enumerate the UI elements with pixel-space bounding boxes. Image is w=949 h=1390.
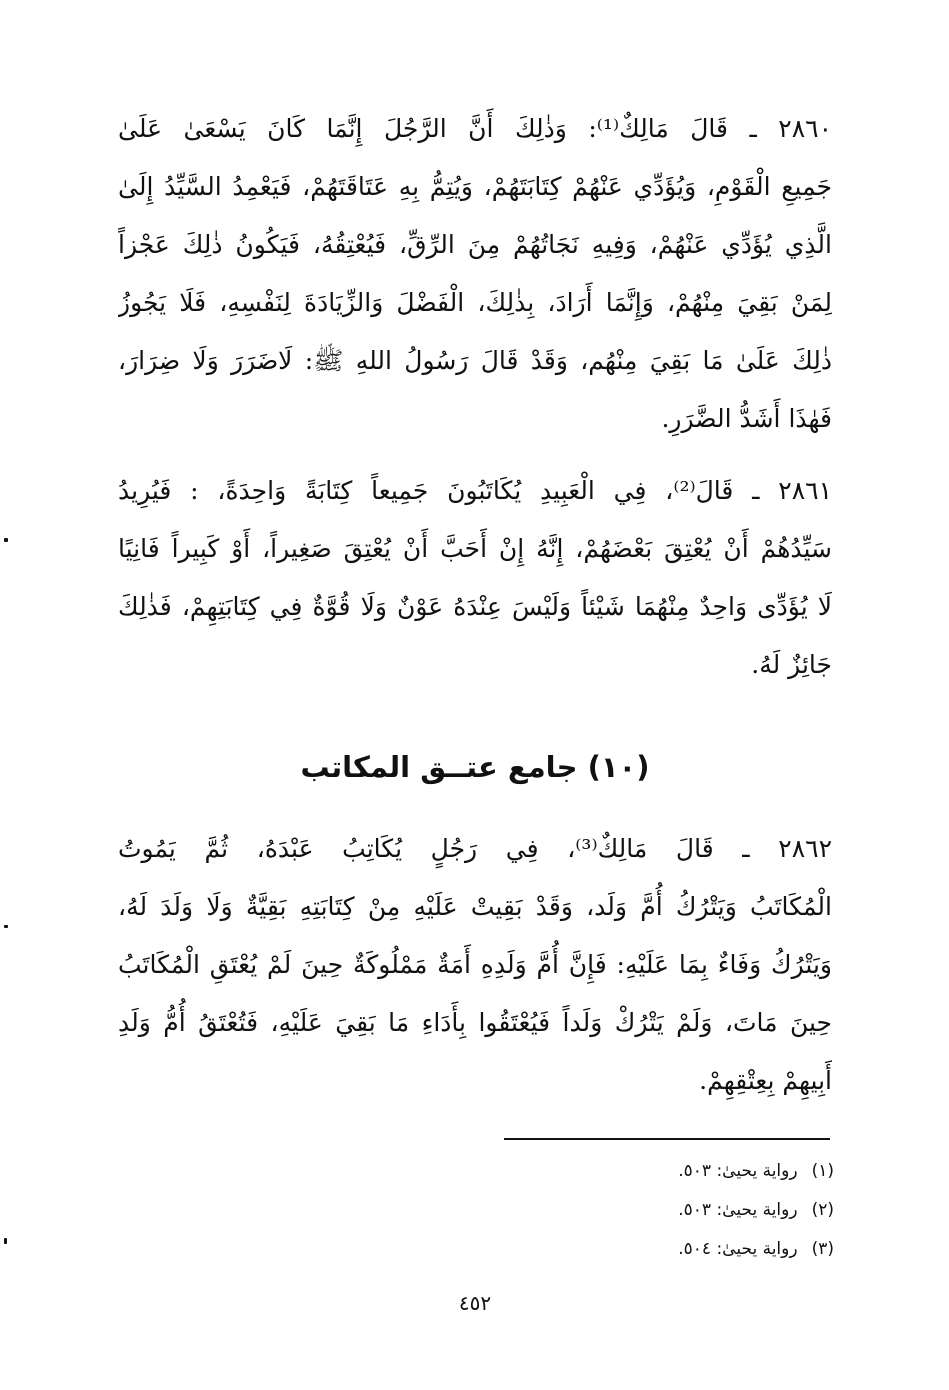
text-line: ذٰلِكَ عَلَىٰ مَا بَقِيَ مِنْهُم، وَقَدْ قَالَ رَسُولُ اللهِ ﷺ: لَاضَرَرَ وَلَا ضِرَارَ، — [118, 346, 832, 375]
footnote-text: رواية يحيىٰ: ٥٠٤. — [678, 1239, 798, 1259]
paragraph-2861 — [118, 462, 832, 694]
footnote-number: (٣) — [811, 1239, 834, 1259]
text-line: حِينَ مَاتَ، وَلَمْ يَتْرُكْ وَلَداً فَيُعْتَقُوا بِأَدَاءِ مَا بَقِيَ عَلَيْهِ، فَتُعْتَقُ أُمُّ وَلَدِ — [118, 1008, 832, 1037]
text-line: لَا يُؤَدِّى وَاحِدٌ مِنْهُمَا شَيْئاً وَلَيْسَ عِنْدَهُ عَوْنٌ وَلَا قُوَّةٌ فِي كِتَابَتِهِمْ، فَذٰلِكَ — [118, 592, 832, 621]
page-number: ٤٥٢ — [458, 1291, 492, 1315]
footnote-number: (١) — [811, 1161, 834, 1181]
text-line: سَيِّدُهُمْ أَنْ يُعْتِقَ بَعْضَهُمْ، إِنَّهُ إِنْ أَحَبَّ أَنْ يُعْتِقَ صَغِيراً، أَوْ كَبِيراً فَانِيًا — [118, 534, 832, 563]
scan-speck — [4, 538, 8, 542]
text-line: الْمُكَاتَبُ وَيَتْرُكُ أُمَّ وَلَد، وَقَدْ بَقِيتْ عَلَيْهِ مِنْ كِتَابَتِهِ بَقِيَّةٌ وَلَا وَلَدَ لَهُ، — [118, 892, 832, 921]
scan-speck — [4, 925, 8, 928]
text-line: ٢٨٦٠ ـ قَالَ مَالِكٌ⁽¹⁾: وَذٰلِكَ أَنَّ الرَّجُلَ إِنَّمَا كَانَ يَسْعَىٰ عَلَىٰ — [118, 114, 832, 143]
footnotes — [504, 1152, 834, 1269]
footnote-text: رواية يحيىٰ: ٥٠٣. — [678, 1200, 798, 1220]
footnote-divider — [504, 1138, 830, 1140]
text-line: جَائِزٌ لَهُ. — [751, 650, 832, 679]
paragraph-2860 — [118, 100, 832, 448]
footnote-item — [504, 1152, 834, 1191]
text-line: ٢٨٦١ ـ قَالَ⁽²⁾، فِي الْعَبِيدِ يُكَاتَبُونَ جَمِيعاً كِتَابَةً وَاحِدَةً، : فَيُرِيدُ — [118, 476, 832, 505]
paragraph-2862 — [118, 820, 832, 1110]
scan-speck — [4, 1238, 7, 1244]
text-line: جَمِيعِ الْقَوْمِ، وَيُؤَدِّي عَنْهُمْ كِتَابَتَهُمْ، وَيُتِمُّ بِهِ عَتَاقَتَهُمْ، فَيَعْمِدُ السَّيِّدُ إِلَىٰ — [118, 172, 832, 201]
footnote-item — [504, 1191, 834, 1230]
text-line: لِمَنْ بَقِيَ مِنْهُمْ، وَإِنَّمَا أَرَادَ، بِذٰلِكَ، الْفَضْلَ وَالزِّيَادَةَ لِنَفْسِهِ، فَلَا يَجُوزُ — [118, 288, 832, 317]
footnote-item — [504, 1230, 834, 1269]
section-heading: (١٠) جامع عتــق المكاتب — [300, 750, 650, 784]
text-line: الَّذِي يُؤَدِّي عَنْهُمْ، وَفِيهِ نَجَاتُهُمْ مِنَ الرِّقِّ، فَيُعْتِقُهُ، فَيَكُونُ ذٰلِكَ عَجْزاً — [118, 230, 832, 259]
text-line: ٢٨٦٢ ـ قَالَ مَالِكٌ⁽³⁾، فِي رَجُلٍ يُكَاتِبُ عَبْدَهُ، ثُمَّ يَمُوتُ — [118, 834, 832, 863]
text-line: أَبِيهِمْ بِعِتْقِهِمْ. — [699, 1066, 832, 1095]
footnote-number: (٢) — [811, 1200, 834, 1220]
footnote-text: رواية يحيىٰ: ٥٠٣. — [678, 1161, 798, 1181]
text-line: فَهٰذَا أَشَدُّ الضَّرَرِ. — [661, 404, 832, 433]
text-line: وَيَتْرُكُ وَفَاءٌ بِمَا عَلَيْهِ: فَإِنَّ أُمَّ وَلَدِهِ أَمَةٌ مَمْلُوكَةٌ حِينَ لَمْ يُعْتَقِ الْمُكَاتَبُ — [118, 950, 832, 979]
